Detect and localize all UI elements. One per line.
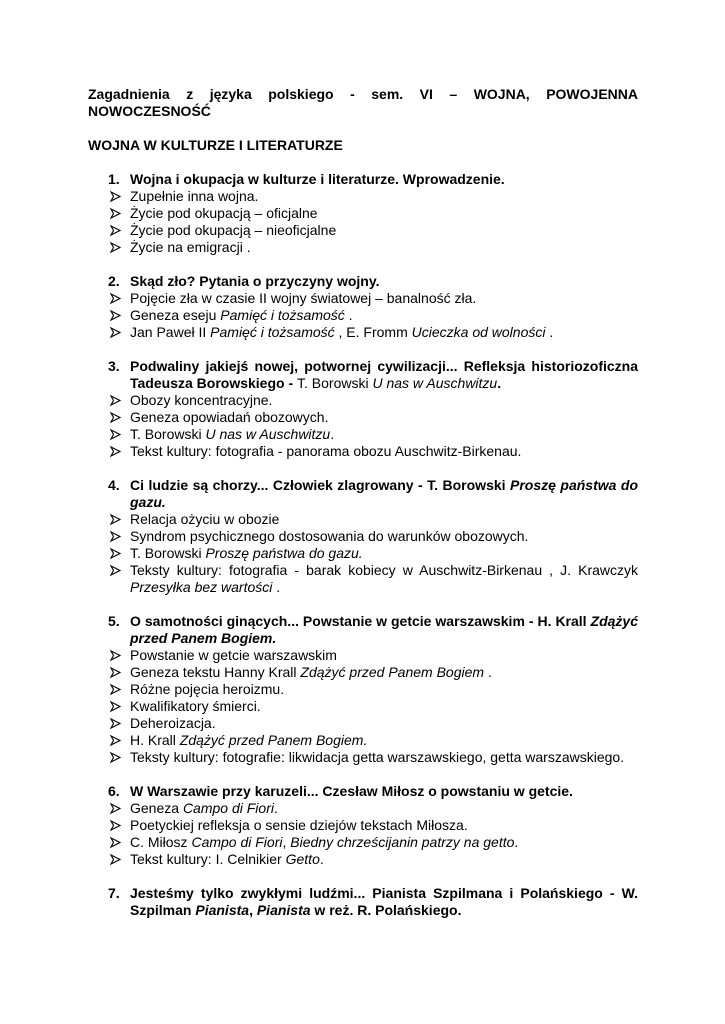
arrow-bullet-icon — [110, 718, 121, 729]
list-item-text: H. Krall Zdążyć przed Panem Bogiem. — [130, 732, 368, 748]
list-item-text: C. Miłosz Campo di Fiori, Biedny chrześcijanin patrzy na getto. — [130, 834, 519, 850]
list-item — [88, 511, 638, 528]
arrow-bullet-icon — [110, 684, 121, 695]
bullet-list — [88, 647, 638, 766]
topic-heading — [88, 273, 638, 290]
topic-heading-text: Ci ludzie są chorzy... Człowiek zlagrowany - T. Borowski Proszę państwa do gazu. — [130, 477, 638, 510]
topic-heading — [88, 477, 638, 511]
topic-heading — [88, 171, 638, 188]
topic-heading — [88, 783, 638, 800]
arrow-bullet-icon — [110, 446, 121, 457]
bullet-list — [88, 290, 638, 341]
list-item — [88, 205, 638, 222]
list-item — [88, 681, 638, 698]
list-item — [88, 188, 638, 205]
list-item-text: Tekst kultury: fotografia - panorama obozu Auschwitz-Birkenau. — [130, 443, 522, 459]
arrow-bullet-icon — [110, 565, 121, 576]
list-item — [88, 239, 638, 256]
list-item-text: Teksty kultury: fotografie: likwidacja getta warszawskiego, getta warszawskiego. — [130, 749, 625, 765]
arrow-bullet-icon — [110, 803, 121, 814]
topic-heading — [88, 358, 638, 392]
topic-number: 1. — [108, 171, 120, 187]
arrow-bullet-icon — [110, 531, 121, 542]
arrow-bullet-icon — [110, 854, 121, 865]
list-item-text: Jan Paweł II Pamięć i tożsamość , E. Fromm Ucieczka od wolności . — [130, 324, 554, 340]
list-item-text: Geneza tekstu Hanny Krall Zdążyć przed Panem Bogiem . — [130, 664, 492, 680]
arrow-bullet-icon — [110, 548, 121, 559]
topic-heading-text: O samotności ginących... Powstanie w getcie warszawskim - H. Krall Zdążyć przed Panem Bogiem. — [130, 613, 638, 646]
list-item-text: Zupełnie inna wojna. — [130, 188, 259, 204]
list-item — [88, 290, 638, 307]
topic-number: 2. — [108, 273, 120, 289]
list-item-text: Geneza Campo di Fiori. — [130, 800, 278, 816]
document-title: Zagadnienia z języka polskiego - sem. VI – WOJNA, POWOJENNA NOWOCZESNOŚĆ — [88, 86, 638, 119]
list-item — [88, 324, 638, 341]
arrow-bullet-icon — [110, 208, 121, 219]
arrow-bullet-icon — [110, 735, 121, 746]
list-item — [88, 715, 638, 732]
list-item — [88, 545, 638, 562]
list-item-text: Teksty kultury: fotografia - barak kobiecy w Auschwitz-Birkenau , J. Krawczyk Przesyłka bez wartości . — [130, 562, 638, 595]
arrow-bullet-icon — [110, 293, 121, 304]
list-item — [88, 698, 638, 715]
arrow-bullet-icon — [110, 191, 121, 202]
list-item — [88, 817, 638, 834]
bullet-list — [88, 800, 638, 868]
arrow-bullet-icon — [110, 650, 121, 661]
arrow-bullet-icon — [110, 820, 121, 831]
topic-heading-text: W Warszawie przy karuzeli... Czesław Miłosz o powstaniu w getcie. — [130, 783, 573, 799]
topic-heading-text: Jesteśmy tylko zwykłymi ludźmi... Pianista Szpilmana i Polańskiego - W. Szpilman Pianista, Pianista w reż. R. Polańskiego. — [130, 885, 638, 918]
list-item-text: Tekst kultury: I. Celnikier Getto. — [130, 851, 324, 867]
list-item-text: Deheroizacja. — [130, 715, 216, 731]
arrow-bullet-icon — [110, 429, 121, 440]
list-item — [88, 749, 638, 766]
list-item-text: Życie pod okupacją – nieoficjalne — [130, 222, 337, 238]
list-item — [88, 647, 638, 664]
list-item — [88, 307, 638, 324]
list-item — [88, 664, 638, 681]
arrow-bullet-icon — [110, 701, 121, 712]
topic-heading — [88, 885, 638, 919]
list-item-text: Relacja ożyciu w obozie — [130, 511, 280, 527]
list-item — [88, 409, 638, 426]
topic-heading — [88, 613, 638, 647]
topic-heading-text: Skąd zło? Pytania o przyczyny wojny. — [130, 273, 380, 289]
list-item — [88, 222, 638, 239]
list-item-text: Obozy koncentracyjne. — [130, 392, 273, 408]
list-item-text: Pojęcie zła w czasie II wojny światowej – banalność zła. — [130, 290, 477, 306]
list-item — [88, 528, 638, 545]
topic-number: 5. — [108, 613, 120, 629]
topic-number: 4. — [108, 477, 120, 493]
topic-7 — [88, 885, 638, 919]
list-item-text: T. Borowski U nas w Auschwitzu. — [130, 426, 335, 442]
bullet-list — [88, 511, 638, 596]
arrow-bullet-icon — [110, 752, 121, 763]
list-item — [88, 732, 638, 749]
arrow-bullet-icon — [110, 837, 121, 848]
list-item-text: Życie pod okupacją – oficjalne — [130, 205, 318, 221]
list-item-text: Geneza eseju Pamięć i tożsamość . — [130, 307, 353, 323]
topic-4 — [88, 477, 638, 596]
topics-list — [88, 171, 638, 919]
topic-6 — [88, 783, 638, 868]
topic-1 — [88, 171, 638, 256]
arrow-bullet-icon — [110, 514, 121, 525]
list-item — [88, 851, 638, 868]
list-item — [88, 392, 638, 409]
topic-heading-text: Podwaliny jakiejś nowej, potwornej cywilizacji... Refleksja historiozoficzna Tadeusza Borowskiego - T. Borowski U nas w Auschwitzu. — [130, 358, 638, 391]
list-item — [88, 426, 638, 443]
list-item-text: Geneza opowiadań obozowych. — [130, 409, 329, 425]
topic-number: 6. — [108, 783, 120, 799]
topic-number: 7. — [108, 885, 120, 901]
topic-heading-text: Wojna i okupacja w kulturze i literaturze. Wprowadzenie. — [130, 171, 505, 187]
topic-3 — [88, 358, 638, 460]
list-item-text: Syndrom psychicznego dostosowania do warunków obozowych. — [130, 528, 529, 544]
topic-number: 3. — [108, 358, 120, 374]
topic-5 — [88, 613, 638, 766]
list-item-text: Różne pojęcia heroizmu. — [130, 681, 285, 697]
section-heading: WOJNA W KULTURZE I LITERATURZE — [88, 137, 343, 153]
list-item-text: Kwalifikatory śmierci. — [130, 698, 261, 714]
arrow-bullet-icon — [110, 667, 121, 678]
arrow-bullet-icon — [110, 327, 121, 338]
list-item — [88, 800, 638, 817]
list-item-text: Powstanie w getcie warszawskim — [130, 647, 337, 663]
arrow-bullet-icon — [110, 412, 121, 423]
topic-2 — [88, 273, 638, 341]
list-item — [88, 562, 638, 596]
arrow-bullet-icon — [110, 310, 121, 321]
list-item — [88, 443, 638, 460]
list-item-text: T. Borowski Proszę państwa do gazu. — [130, 545, 363, 561]
list-item-text: Poetyckiej refleksja o sensie dziejów tekstach Miłosza. — [130, 817, 468, 833]
list-item-text: Życie na emigracji . — [130, 239, 251, 255]
document-content — [88, 86, 638, 919]
bullet-list — [88, 392, 638, 460]
arrow-bullet-icon — [110, 225, 121, 236]
bullet-list — [88, 188, 638, 256]
arrow-bullet-icon — [110, 395, 121, 406]
list-item — [88, 834, 638, 851]
arrow-bullet-icon — [110, 242, 121, 253]
